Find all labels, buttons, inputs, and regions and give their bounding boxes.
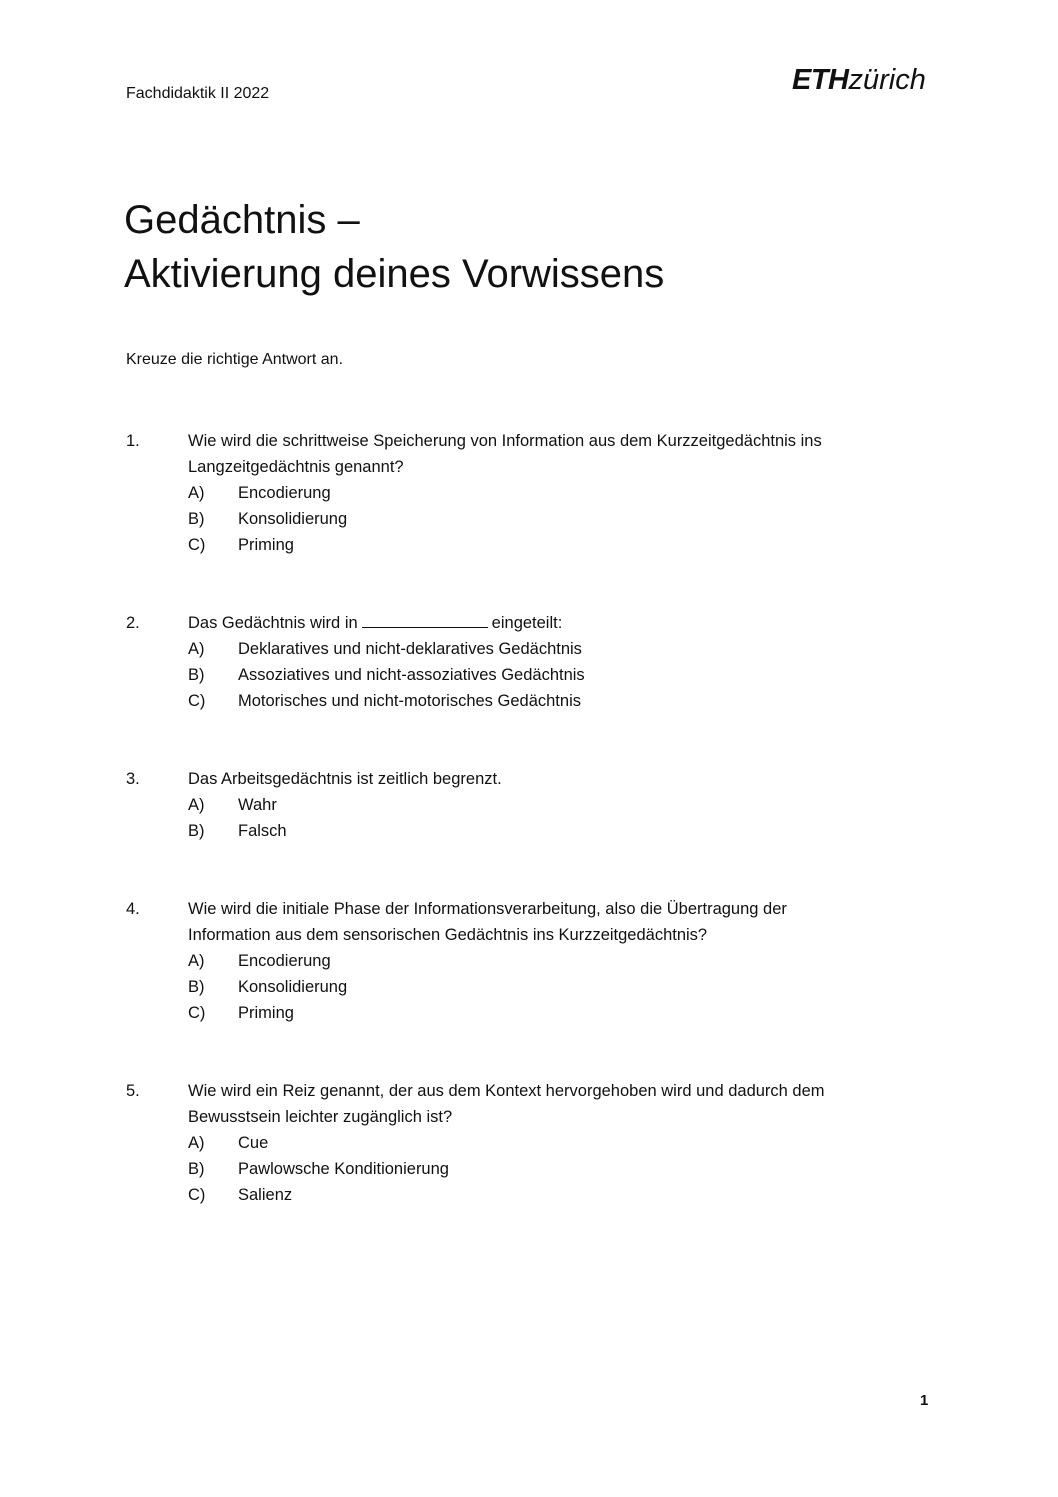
answer-option-a[interactable]	[188, 636, 906, 662]
answer-option-b[interactable]	[188, 818, 906, 844]
option-letter: C)	[188, 692, 206, 710]
option-letter: A)	[188, 952, 205, 970]
option-text: Pawlowsche Konditionierung	[238, 1160, 449, 1178]
question-text	[188, 896, 906, 948]
option-text: Encodierung	[238, 952, 331, 970]
option-letter: B)	[188, 822, 205, 840]
option-letter: B)	[188, 666, 205, 684]
question-text-line: Wie wird die schrittweise Speicherung von Information aus dem Kurzzeitgedächtnis ins	[188, 432, 822, 450]
question-number: 5.	[126, 1082, 140, 1100]
option-text: Priming	[238, 1004, 294, 1022]
fill-in-blank[interactable]	[362, 610, 488, 628]
logo-zurich-text: zürich	[848, 64, 926, 96]
option-letter: A)	[188, 484, 205, 502]
question-5	[126, 1078, 906, 1208]
page-title	[124, 193, 664, 301]
option-text: Konsolidierung	[238, 510, 348, 528]
question-text-line: Wie wird ein Reiz genannt, der aus dem Kontext hervorgehoben wird und dadurch dem	[188, 1082, 825, 1100]
option-text: Priming	[238, 536, 294, 554]
question-number: 3.	[126, 770, 140, 788]
option-text: Falsch	[238, 822, 287, 840]
question-text-line: Information aus dem sensorischen Gedächtnis ins Kurzzeitgedächtnis?	[188, 926, 708, 944]
question-text	[188, 1078, 906, 1130]
question-text-after-blank: eingeteilt:	[491, 614, 563, 632]
title-line-1: Gedächtnis –	[124, 198, 360, 242]
question-text-line: Langzeitgedächtnis genannt?	[188, 458, 404, 476]
course-label: Fachdidaktik II 2022	[126, 85, 270, 102]
question-number: 2.	[126, 614, 140, 632]
answer-option-c[interactable]	[188, 1000, 906, 1026]
question-text: Das Arbeitsgedächtnis ist zeitlich begrenzt.	[188, 770, 502, 788]
answer-option-b[interactable]	[188, 662, 906, 688]
option-text: Salienz	[238, 1186, 293, 1204]
option-letter: A)	[188, 1134, 205, 1152]
answer-option-c[interactable]	[188, 532, 906, 558]
option-letter: A)	[188, 640, 205, 658]
option-text: Wahr	[238, 796, 277, 814]
option-letter: C)	[188, 1004, 206, 1022]
question-text	[188, 428, 906, 480]
option-text: Assoziatives und nicht-assoziatives Gedächtnis	[238, 666, 585, 684]
option-text: Deklaratives und nicht-deklaratives Gedächtnis	[238, 640, 582, 658]
option-letter: A)	[188, 796, 205, 814]
logo-eth-text: ETH	[792, 64, 849, 96]
answer-option-b[interactable]	[188, 506, 906, 532]
question-list	[126, 428, 906, 1260]
question-text-line: Bewusstsein leichter zugänglich ist?	[188, 1108, 453, 1126]
option-text: Motorisches und nicht-motorisches Gedächtnis	[238, 692, 581, 710]
option-text: Encodierung	[238, 484, 331, 502]
option-letter: B)	[188, 1160, 205, 1178]
option-letter: B)	[188, 510, 205, 528]
option-letter: C)	[188, 536, 206, 554]
answer-option-b[interactable]	[188, 974, 906, 1000]
question-text	[188, 610, 906, 636]
question-1	[126, 428, 906, 558]
option-text: Konsolidierung	[238, 978, 348, 996]
answer-option-a[interactable]	[188, 948, 906, 974]
option-letter: C)	[188, 1186, 206, 1204]
question-number: 4.	[126, 900, 140, 918]
answer-option-c[interactable]	[188, 688, 906, 714]
question-text-line: Wie wird die initiale Phase der Informationsverarbeitung, also die Übertragung der	[188, 900, 787, 918]
answer-option-a[interactable]	[188, 792, 906, 818]
instruction-text: Kreuze die richtige Antwort an.	[126, 351, 344, 368]
answer-option-b[interactable]	[188, 1156, 906, 1182]
eth-logo	[792, 66, 926, 95]
title-line-2: Aktivierung deines Vorwissens	[124, 252, 665, 296]
option-letter: B)	[188, 978, 205, 996]
question-4	[126, 896, 906, 1026]
page-number: 1	[920, 1392, 929, 1409]
question-text-before-blank: Das Gedächtnis wird in	[188, 614, 358, 632]
answer-option-a[interactable]	[188, 480, 906, 506]
question-2	[126, 610, 906, 714]
option-text: Cue	[238, 1134, 269, 1152]
answer-option-a[interactable]	[188, 1130, 906, 1156]
question-3	[126, 766, 906, 844]
answer-option-c[interactable]	[188, 1182, 906, 1208]
question-number: 1.	[126, 432, 140, 450]
